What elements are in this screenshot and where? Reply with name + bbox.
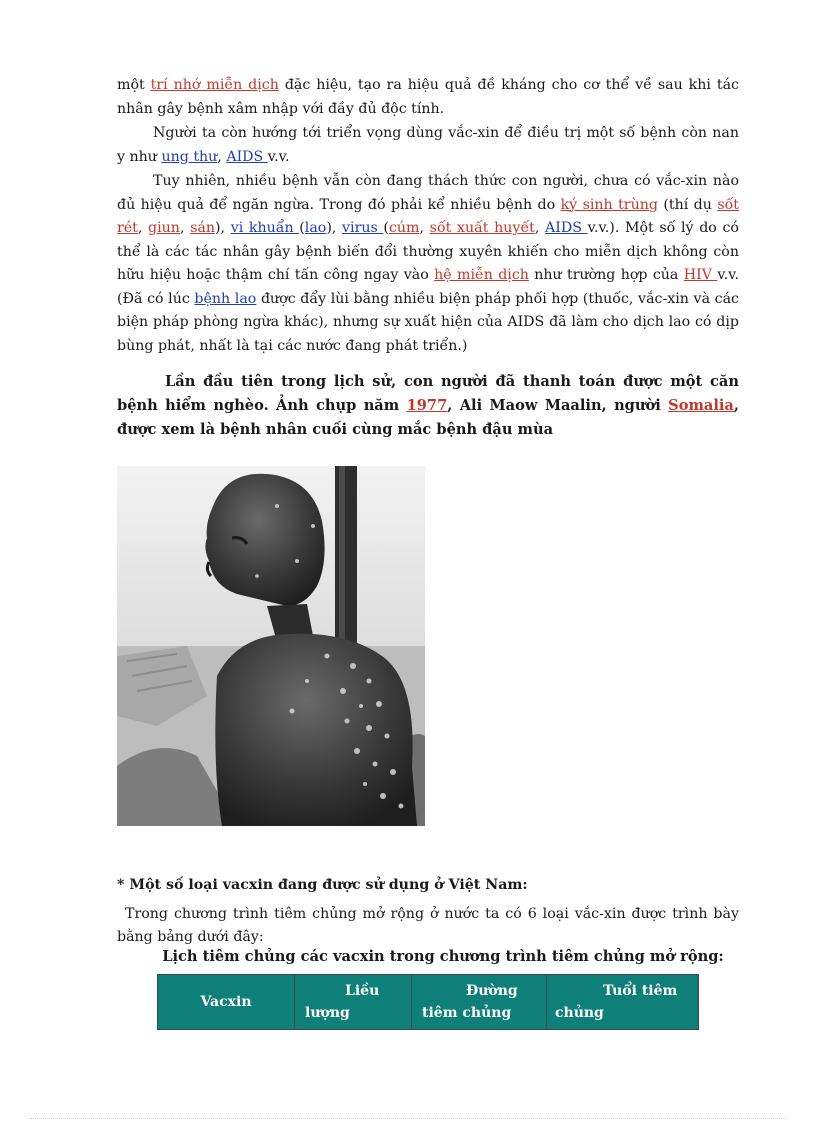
section-heading: * Một số loại vacxin đang được sử dụng ở Việt Nam: <box>117 877 528 893</box>
page-bottom-divider <box>30 1118 786 1119</box>
header-tuoi-tiem-chung: Tuổi tiêm chủng <box>547 975 699 1030</box>
link-benh-lao[interactable]: bệnh lao <box>194 290 257 307</box>
header-lieu-luong: Liều lượng <box>295 975 412 1030</box>
link-1977[interactable]: 1977 <box>406 397 448 414</box>
link-aids[interactable]: AIDS <box>226 148 268 165</box>
section-intro: Trong chương trình tiêm chủng mở rộng ở nước ta có 6 loại vắc-xin được trình bày bằng bảng dưới đây: <box>117 906 739 945</box>
link-lao[interactable]: lao <box>304 220 327 236</box>
table-title: Lịch tiêm chủng các vacxin trong chương trình tiêm chủng mở rộng: <box>162 948 724 965</box>
link-he-mien-dich[interactable]: hệ miễn dịch <box>434 267 529 283</box>
link-sot-xuat-huyet[interactable]: sốt xuất huyết <box>429 220 535 236</box>
link-virus[interactable]: virus <box>342 220 384 236</box>
photo-illustration <box>117 466 425 826</box>
vaccine-schedule-table <box>157 974 699 1030</box>
link-hiv[interactable]: HIV <box>683 267 718 283</box>
link-ky-sinh-trung[interactable]: ký sinh trùng <box>560 196 658 213</box>
link-vi-khuan[interactable]: vi khuẩn <box>230 220 300 236</box>
paragraph-therapeutic-vaccine: Người ta còn hướng tới triển vọng dùng vắc-xin để điều trị một số bệnh còn nan y như ung thư, AIDS v.v. <box>117 125 739 165</box>
link-san[interactable]: sán <box>190 220 215 236</box>
link-cum[interactable]: cúm <box>388 220 420 236</box>
table-header-row <box>158 975 699 1030</box>
link-ung-thu[interactable]: ung thư <box>161 148 218 165</box>
link-somalia[interactable]: Somalia <box>668 397 734 414</box>
header-duong-tiem-chung: Đường tiêm chủng <box>412 975 547 1030</box>
paragraph-immune-memory: một trí nhớ miễn dịch đặc hiệu, tạo ra hiệu quả đề kháng cho cơ thể về sau khi tác nhân gây bệnh xâm nhập với đầy đủ độc tính. <box>117 77 739 117</box>
link-giun[interactable]: giun <box>148 220 180 236</box>
paragraph-challenges: Tuy nhiên, nhiều bệnh vẫn còn đang thách thức con người, chưa có vắc-xin nào đủ hiệu quả để ngăn ngừa. Trong đó phải kể nhiều bệnh do ký sinh trùng (thí dụ sốt rét, giun, sán), vi khuẩn (lao), virus (cúm, sốt xuất huyết, AIDS v.v.). Một số lý do có thể là các tác nhân gây bệnh biến đổi thường xuyên khiến cho miễn dịch không còn hữu hiệu hoặc thậm chí tấn công ngay vào hệ miễn dịch như trường hợp của HIV v.v. (Đã có lúc bệnh lao được đẩy lùi bằng nhiều biện pháp phối hợp (thuốc, vắc-xin và các biện pháp phòng ngừa khác), nhưng sự xuất hiện của AIDS đã làm cho dịch lao có dịp bùng phát, nhất là tại các nước đang phát triển.) <box>117 173 739 354</box>
link-sot-ret[interactable]: sốt rét <box>117 196 739 236</box>
link-tri-nho-mien-dich[interactable]: trí nhớ miễn dịch <box>150 77 279 93</box>
smallpox-patient-photo <box>117 466 425 826</box>
header-vacxin: Vacxin <box>158 975 295 1030</box>
link-aids-2[interactable]: AIDS <box>545 220 588 236</box>
photo-caption: Lần đầu tiên trong lịch sử, con người đã thanh toán được một căn bệnh hiểm nghèo. Ảnh chụp năm 1977, Ali Maow Maalin, người Somalia, được xem là bệnh nhân cuối cùng mắc bệnh đậu mùa <box>117 373 739 438</box>
